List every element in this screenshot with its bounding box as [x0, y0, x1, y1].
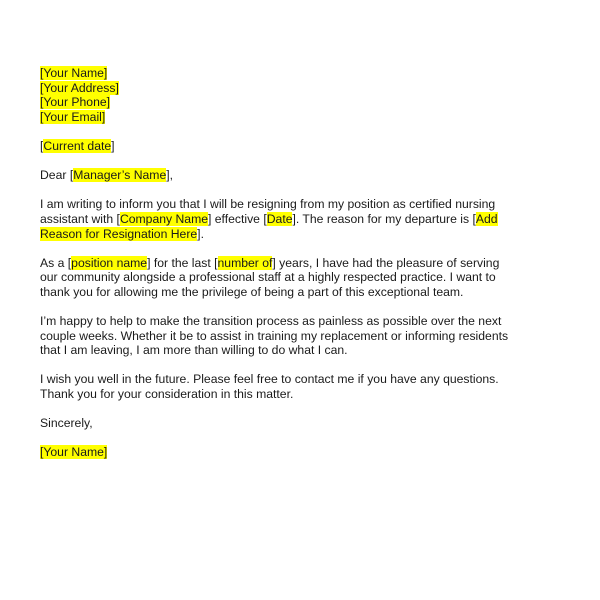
salutation-prefix: Dear [40, 168, 70, 183]
paragraph-line: Thank you for your consideration in this matter. [40, 387, 294, 402]
sender-email: Your Email [43, 109, 102, 124]
paragraph-line: I am writing to inform you that I will be resigning from my position as certified nursing [40, 197, 496, 212]
salutation-suffix: , [169, 168, 174, 183]
salutation: Dear [Manager’s Name], [40, 168, 174, 183]
sender-address-line [40, 81, 580, 96]
paragraph-closing-remarks [40, 372, 580, 401]
letter-page [40, 66, 580, 460]
text-run: As a [40, 255, 68, 270]
sender-name: Your Name [43, 66, 104, 80]
paragraph-line: that I am leaving, I am more than willing to do what I can. [40, 343, 348, 358]
company-name-placeholder: Company Name [119, 211, 208, 226]
current-date-placeholder: Current date [43, 138, 112, 153]
sender-name-placeholder: [Your Name] [40, 66, 108, 80]
sender-email-line [40, 110, 580, 125]
sender-name-line [40, 66, 580, 81]
text-run: assistant with [40, 211, 117, 226]
paragraph-line: I wish you well in the future. Please feel free to contact me if you have any questions. [40, 372, 499, 387]
sender-block [40, 66, 580, 124]
paragraph-line: I’m happy to help to make the transition process as painless as possible over the next [40, 314, 502, 329]
paragraph-line: assistant with [Company Name] effective [Date]. The reason for my departure is [Add [40, 211, 498, 226]
date-line: [Current date] [40, 138, 115, 153]
sender-email-placeholder: [Your Email] [40, 109, 106, 124]
number-of-years-placeholder: number of [217, 255, 273, 270]
text-run: years, I have had the pleasure of serving [275, 255, 500, 270]
text-run: for the last [150, 255, 215, 270]
reason-placeholder-part1: Add [475, 211, 498, 226]
paragraph-line: couple weeks. Whether it be to assist in training my replacement or informing residents [40, 328, 509, 343]
text-run: effective [211, 211, 264, 226]
paragraph-transition [40, 314, 580, 358]
sender-address: Your Address [43, 80, 116, 95]
sender-phone: Your Phone [43, 95, 107, 110]
signature-name: Your Name [43, 445, 104, 460]
sender-phone-placeholder: [Your Phone] [40, 95, 111, 110]
paragraph-line: Reason for Resignation Here]. [40, 226, 204, 241]
paragraph-line: thank you for allowing me the privilege of being a part of this exceptional team. [40, 284, 464, 299]
paragraph-experience [40, 256, 580, 300]
signature-placeholder: [Your Name] [40, 445, 108, 460]
effective-date-placeholder: Date [266, 211, 293, 226]
paragraph-resignation [40, 197, 580, 241]
text-run: . [200, 226, 204, 241]
text-run: . The reason for my departure is [295, 211, 473, 226]
manager-name-placeholder: Manager’s Name [73, 168, 167, 183]
position-name-placeholder: position name [71, 255, 148, 270]
paragraph-line: our community alongside a professional staff at a highly respected practice. I want to [40, 270, 496, 285]
sender-address-placeholder: [Your Address] [40, 80, 119, 95]
reason-placeholder-part2: Reason for Resignation Here [40, 226, 198, 241]
closing: Sincerely, [40, 416, 93, 431]
signature-line [40, 445, 580, 460]
sender-phone-line [40, 95, 580, 110]
paragraph-line: As a [position name] for the last [number of] years, I have had the pleasure of serving [40, 255, 500, 270]
